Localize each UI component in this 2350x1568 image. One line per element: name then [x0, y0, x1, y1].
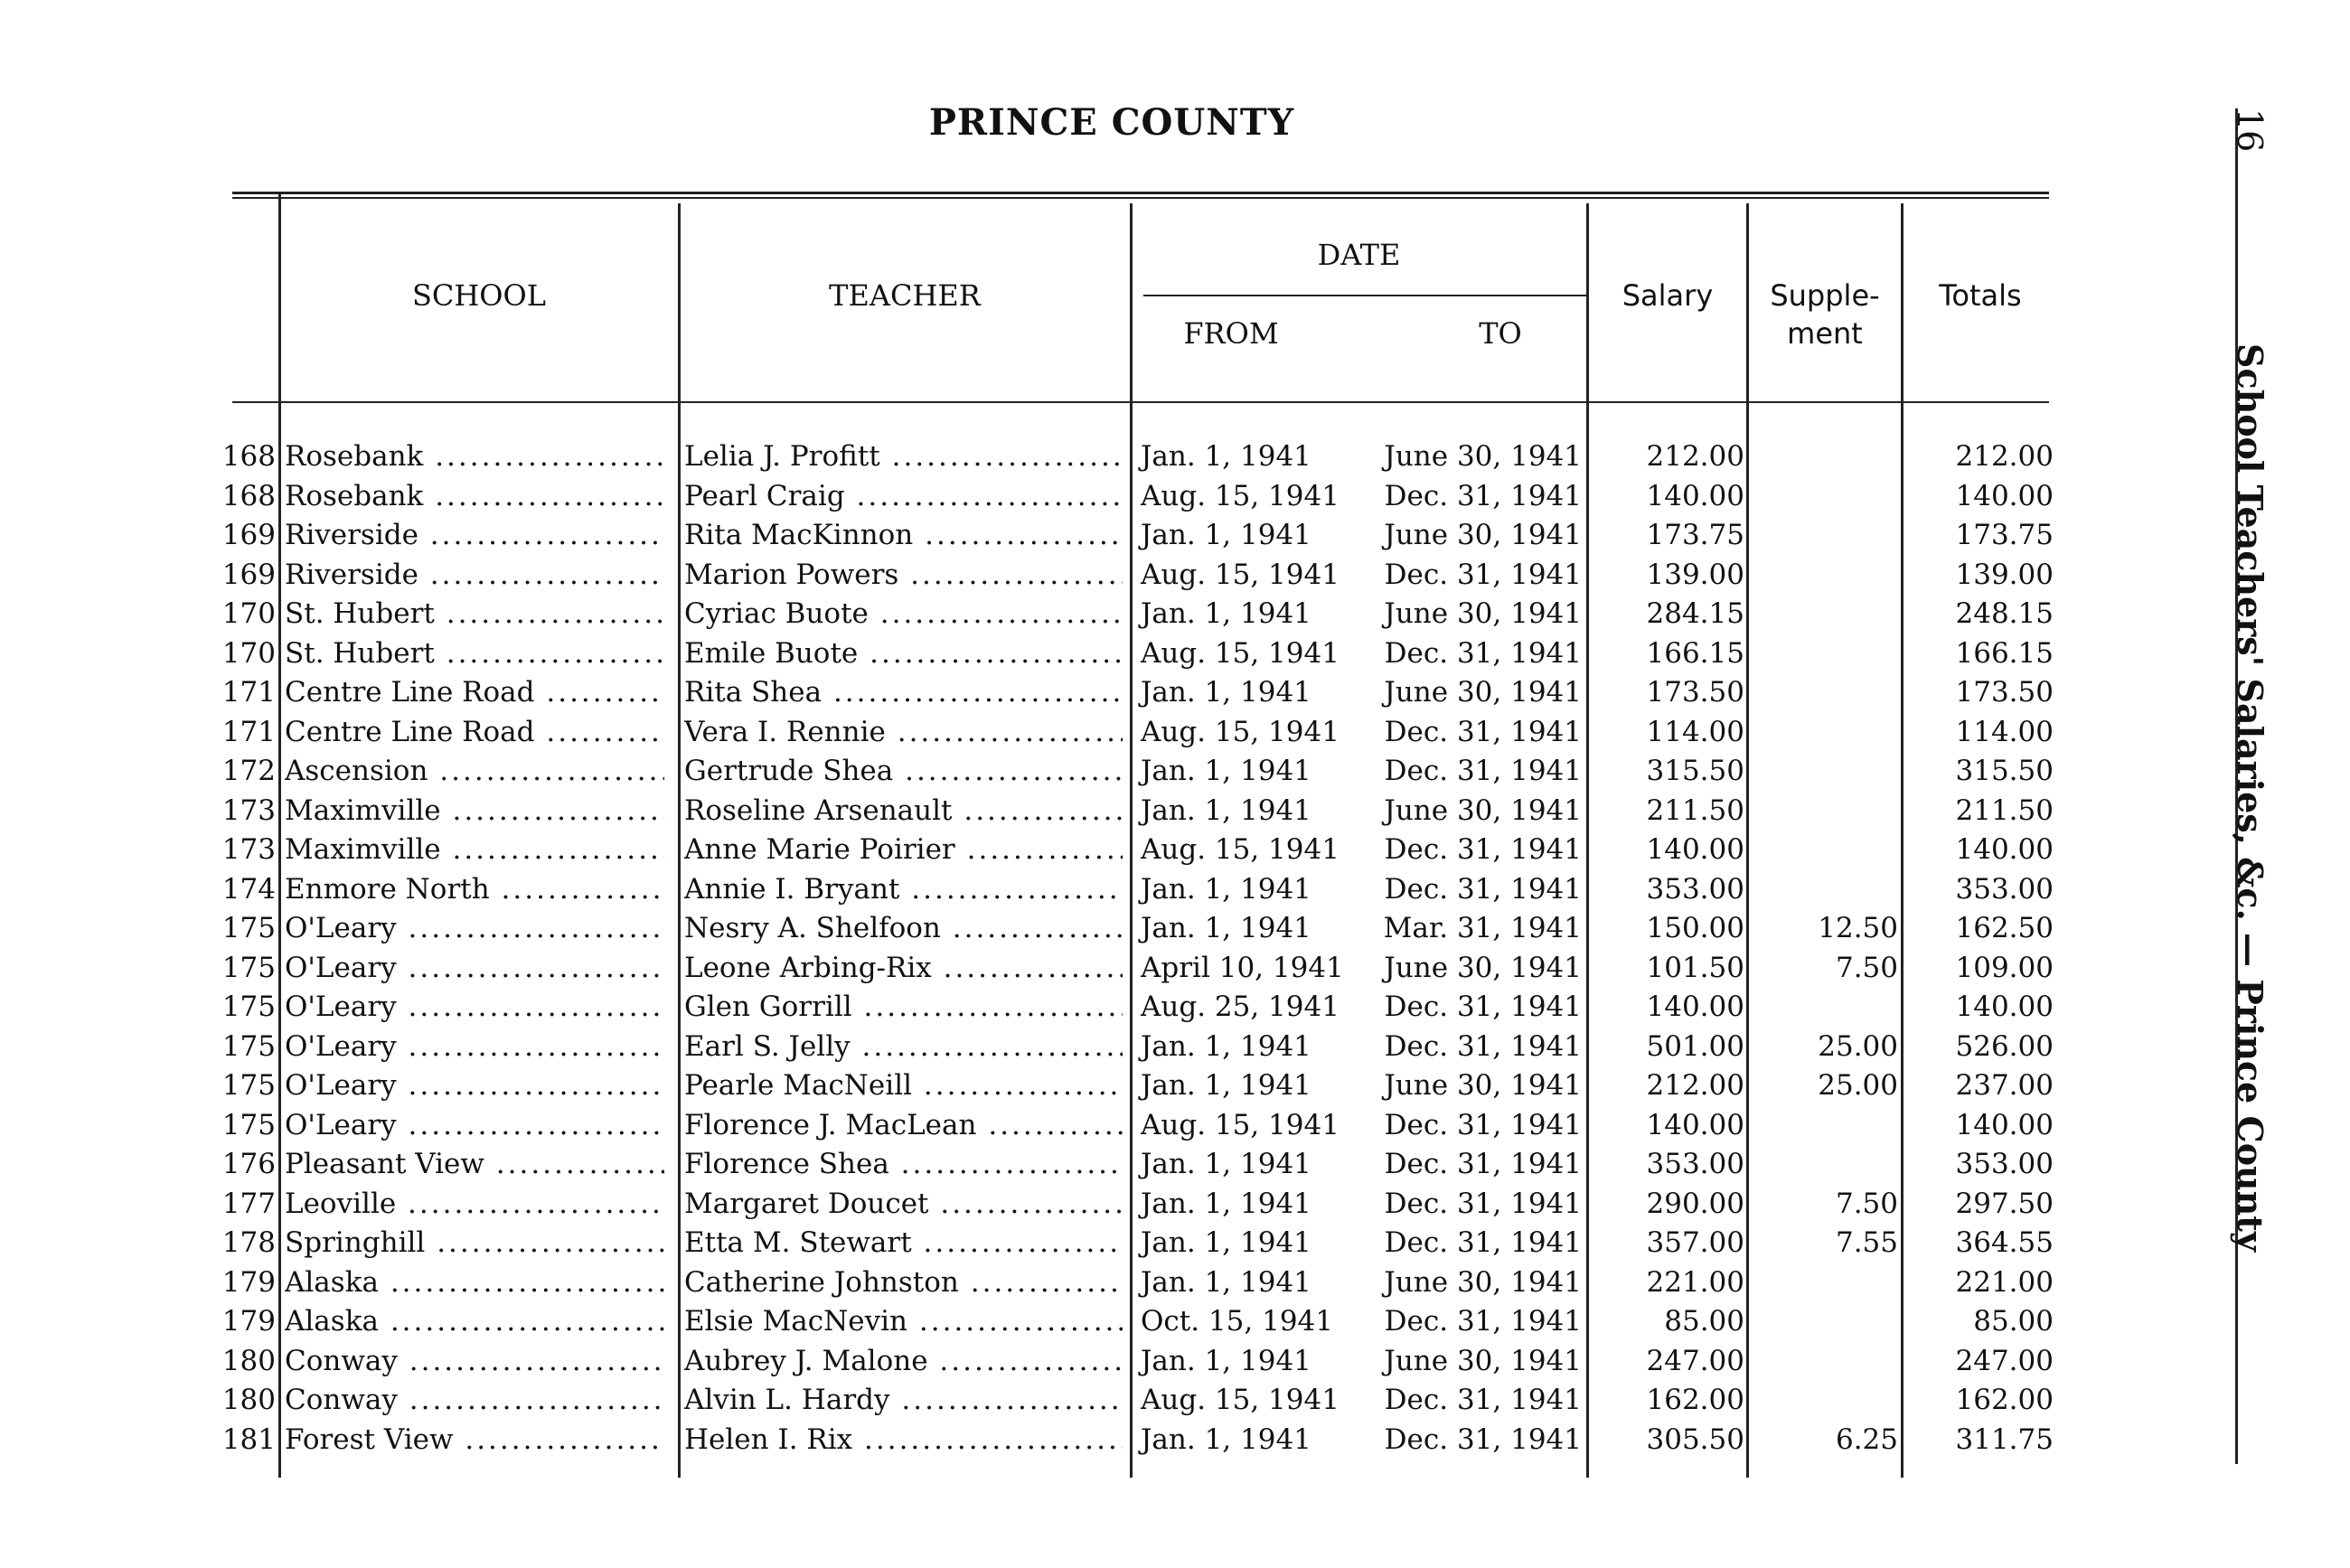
salary-value: 85.00: [1664, 1305, 1744, 1338]
page-number: 16: [2230, 108, 2270, 153]
table-row: [0, 989, 2079, 1028]
header-bottom-rule: [232, 401, 2049, 403]
teacher-name: Earl S. Jelly .....: [684, 1030, 1123, 1063]
school-number: 171: [221, 676, 276, 709]
table-row: [0, 1225, 2079, 1264]
teacher-name: Vera I. Rennie .....: [684, 716, 1123, 748]
total-value: 248.15: [1955, 597, 2054, 630]
teacher-name: Glen Gorrill .....: [684, 991, 1123, 1023]
school-number: 179: [221, 1305, 276, 1338]
salary-value: 101.50: [1646, 951, 1744, 984]
school-number: 175: [221, 1108, 276, 1141]
date-from: Jan. 1, 1941: [1141, 1148, 1311, 1180]
school-name: O'Leary .....: [285, 1109, 664, 1141]
date-to: June 30, 1941: [1384, 676, 1582, 709]
table-row: [0, 1028, 2079, 1068]
date-to: June 30, 1941: [1384, 793, 1582, 827]
total-value: 162.00: [1955, 1384, 2054, 1416]
table-row: [0, 596, 2079, 635]
total-value: 140.00: [1955, 479, 2054, 512]
total-value: 311.75: [1955, 1422, 2054, 1456]
table-top-rule: [232, 192, 2049, 194]
table-row: [0, 438, 2079, 478]
date-to: Dec. 31, 1941: [1384, 715, 1582, 748]
school-name: O'Leary .....: [285, 912, 664, 944]
running-head: [2216, 108, 2270, 1252]
school-name: O'Leary .....: [285, 991, 664, 1023]
school-number: 168: [221, 440, 276, 473]
salary-value: 166.15: [1646, 636, 1744, 670]
date-from: Jan. 1, 1941: [1141, 1422, 1311, 1456]
school-name: Springhill .....: [285, 1226, 664, 1259]
date-from: Aug. 15, 1941: [1141, 636, 1340, 670]
total-value: 526.00: [1955, 1029, 2054, 1063]
supplement-value: 25.00: [1818, 1029, 1898, 1063]
school-number: 177: [221, 1187, 276, 1220]
salary-value: 140.00: [1646, 991, 1744, 1023]
date-from: Jan. 1, 1941: [1141, 912, 1311, 944]
table-row: [0, 1422, 2079, 1461]
date-from: Aug. 15, 1941: [1141, 715, 1340, 748]
table-row: [0, 557, 2079, 596]
header-from: FROM: [1183, 316, 1279, 351]
date-from: Jan. 1, 1941: [1141, 1226, 1311, 1259]
supplement-value: 12.50: [1818, 912, 1898, 944]
teacher-name: Lelia J. Profitt .....: [684, 440, 1123, 473]
school-number: 175: [221, 951, 276, 984]
table-row: [0, 1067, 2079, 1107]
date-from: Jan. 1, 1941: [1141, 1029, 1311, 1063]
date-to: Dec. 31, 1941: [1384, 558, 1582, 591]
teacher-name: Florence J. MacLean .....: [684, 1109, 1123, 1141]
salary-value: 140.00: [1646, 1108, 1744, 1141]
school-name: Riverside .....: [285, 519, 664, 551]
salary-value: 353.00: [1646, 1148, 1744, 1180]
total-value: 247.00: [1955, 1344, 2054, 1377]
salary-value: 353.00: [1646, 872, 1744, 906]
header-teacher: TEACHER: [829, 278, 981, 313]
salary-value: 140.00: [1646, 833, 1744, 866]
table-row: [0, 517, 2079, 557]
school-name: Pleasant View .....: [285, 1148, 664, 1180]
supplement-value: 7.50: [1835, 951, 1898, 984]
date-to: June 30, 1941: [1384, 1069, 1582, 1102]
date-from: Aug. 15, 1941: [1141, 479, 1340, 512]
table-row: [0, 950, 2079, 990]
header-salary: Salary: [1622, 278, 1714, 313]
date-to: Dec. 31, 1941: [1384, 755, 1582, 787]
school-name: Alaska .....: [285, 1305, 664, 1338]
page-title: PRINCE COUNTY: [928, 101, 1295, 144]
teacher-name: Catherine Johnston .....: [684, 1266, 1123, 1299]
date-to: Dec. 31, 1941: [1384, 1305, 1582, 1338]
total-value: 297.50: [1955, 1187, 2054, 1220]
date-from: Aug. 25, 1941: [1141, 991, 1340, 1023]
table-row: [0, 674, 2079, 714]
date-from: Jan. 1, 1941: [1141, 755, 1311, 787]
teacher-name: Annie I. Bryant .....: [684, 873, 1123, 906]
header-school: SCHOOL: [411, 278, 547, 313]
school-name: St. Hubert .....: [285, 637, 664, 670]
school-number: 174: [221, 872, 276, 906]
date-to: Dec. 31, 1941: [1384, 1187, 1582, 1220]
date-to: June 30, 1941: [1384, 951, 1582, 984]
table-row: [0, 753, 2079, 793]
salary-value: 162.00: [1646, 1384, 1744, 1416]
table-row: [0, 478, 2079, 518]
school-number: 171: [221, 715, 276, 748]
date-to: Dec. 31, 1941: [1384, 833, 1582, 866]
total-value: 237.00: [1955, 1069, 2054, 1102]
school-number: 175: [221, 991, 276, 1023]
supplement-value: 25.00: [1818, 1069, 1898, 1102]
total-value: 109.00: [1955, 951, 2054, 984]
teacher-name: Anne Marie Poirier .....: [684, 833, 1123, 866]
table-row: [0, 831, 2079, 871]
table-row: [0, 1146, 2079, 1186]
school-name: Forest View .....: [285, 1423, 664, 1456]
total-value: 162.50: [1955, 912, 2054, 944]
date-from: Jan. 1, 1941: [1141, 1187, 1311, 1220]
date-from: Jan. 1, 1941: [1141, 597, 1311, 630]
header-supplement-1: Supple-: [1770, 278, 1880, 313]
total-value: 212.00: [1955, 440, 2054, 473]
table-row: [0, 1382, 2079, 1422]
school-name: Rosebank .....: [285, 480, 664, 512]
teacher-name: Etta M. Stewart .....: [684, 1226, 1123, 1259]
date-to: Dec. 31, 1941: [1384, 1148, 1582, 1180]
salary-value: 305.50: [1646, 1422, 1744, 1456]
teacher-name: Margaret Doucet .....: [684, 1188, 1123, 1220]
salary-value: 357.00: [1646, 1226, 1744, 1259]
date-to: Dec. 31, 1941: [1384, 1029, 1582, 1063]
school-number: 181: [221, 1422, 276, 1456]
date-from: Jan. 1, 1941: [1141, 1344, 1311, 1377]
school-name: Rosebank .....: [285, 440, 664, 473]
total-value: 211.50: [1955, 793, 2054, 827]
header-to: TO: [1479, 316, 1522, 351]
teacher-name: Pearl Craig .....: [684, 480, 1123, 512]
teacher-name: Nesry A. Shelfoon .....: [684, 912, 1123, 944]
school-number: 176: [221, 1148, 276, 1180]
total-value: 173.75: [1955, 519, 2054, 551]
total-value: 353.00: [1955, 872, 2054, 906]
school-name: Enmore North .....: [285, 873, 664, 906]
salary-value: 315.50: [1646, 755, 1744, 787]
salary-value: 247.00: [1646, 1344, 1744, 1377]
date-to: June 30, 1941: [1384, 597, 1582, 630]
total-value: 140.00: [1955, 833, 2054, 866]
table-top-rule-2: [232, 197, 2049, 199]
salary-value: 290.00: [1646, 1187, 1744, 1220]
date-from: Aug. 15, 1941: [1141, 1384, 1340, 1416]
total-value: 139.00: [1955, 558, 2054, 591]
total-value: 140.00: [1955, 1108, 2054, 1141]
date-to: Dec. 31, 1941: [1384, 1384, 1582, 1416]
table-row: [0, 1186, 2079, 1225]
teacher-name: Pearle MacNeill .....: [684, 1069, 1123, 1102]
school-number: 175: [221, 1029, 276, 1063]
supplement-value: 7.50: [1835, 1187, 1898, 1220]
school-name: O'Leary .....: [285, 1069, 664, 1102]
school-name: Centre Line Road .....: [285, 716, 664, 748]
school-number: 173: [221, 793, 276, 827]
school-name: O'Leary .....: [285, 1030, 664, 1063]
date-sub-rule: [1143, 295, 1586, 296]
school-number: 169: [221, 558, 276, 591]
total-value: 173.50: [1955, 676, 2054, 709]
date-from: Jan. 1, 1941: [1141, 676, 1311, 709]
school-number: 175: [221, 1069, 276, 1102]
teacher-name: Aubrey J. Malone .....: [684, 1345, 1123, 1377]
date-to: Dec. 31, 1941: [1384, 872, 1582, 906]
date-to: Dec. 31, 1941: [1384, 1108, 1582, 1141]
total-value: 221.00: [1955, 1265, 2054, 1299]
teacher-name: Gertrude Shea .....: [684, 755, 1123, 787]
salary-value: 221.00: [1646, 1265, 1744, 1299]
table-row: [0, 714, 2079, 754]
date-from: Aug. 15, 1941: [1141, 833, 1340, 866]
school-number: 172: [221, 755, 276, 787]
school-name: Ascension .....: [285, 755, 664, 787]
school-number: 168: [221, 479, 276, 512]
teacher-name: Roseline Arsenault .....: [684, 794, 1123, 827]
salary-value: 212.00: [1646, 1069, 1744, 1102]
date-to: Mar. 31, 1941: [1383, 912, 1582, 944]
school-name: Centre Line Road .....: [285, 676, 664, 709]
date-to: Dec. 31, 1941: [1384, 1422, 1582, 1456]
table-row: [0, 1107, 2079, 1147]
teacher-name: Alvin L. Hardy .....: [684, 1384, 1123, 1416]
total-value: 364.55: [1955, 1226, 2054, 1259]
school-name: Alaska .....: [285, 1266, 664, 1299]
table-row: [0, 1264, 2079, 1304]
school-name: Riverside .....: [285, 559, 664, 591]
teacher-name: Leone Arbing-Rix .....: [684, 952, 1123, 984]
date-from: Jan. 1, 1941: [1141, 872, 1311, 906]
school-number: 179: [221, 1265, 276, 1299]
school-name: Conway .....: [285, 1345, 664, 1377]
table-row: [0, 871, 2079, 911]
teacher-name: Elsie MacNevin .....: [684, 1305, 1123, 1338]
salary-value: 212.00: [1646, 440, 1744, 473]
date-to: Dec. 31, 1941: [1384, 479, 1582, 512]
date-to: Dec. 31, 1941: [1384, 1226, 1582, 1259]
salary-value: 284.15: [1646, 597, 1744, 630]
school-name: Conway .....: [285, 1384, 664, 1416]
table-row: [0, 910, 2079, 950]
salary-value: 173.75: [1646, 519, 1744, 551]
table-row: [0, 1303, 2079, 1343]
salary-value: 150.00: [1646, 912, 1744, 944]
salary-value: 114.00: [1646, 715, 1744, 748]
teacher-name: Rita MacKinnon .....: [684, 519, 1123, 551]
teacher-name: Florence Shea .....: [684, 1148, 1123, 1180]
school-number: 170: [221, 597, 276, 630]
total-value: 166.15: [1955, 636, 2054, 670]
table-row: [0, 635, 2079, 675]
teacher-name: Cyriac Buote .....: [684, 597, 1123, 630]
date-to: Dec. 31, 1941: [1384, 991, 1582, 1023]
school-number: 180: [221, 1344, 276, 1377]
supplement-value: 7.55: [1835, 1226, 1898, 1259]
school-name: Maximville .....: [285, 833, 664, 866]
total-value: 114.00: [1955, 715, 2054, 748]
school-number: 173: [221, 833, 276, 866]
running-head-text: School Teachers' Salaries, &c. — Prince County: [2230, 343, 2270, 1252]
date-to: June 30, 1941: [1384, 1344, 1582, 1377]
date-to: June 30, 1941: [1384, 1265, 1582, 1299]
date-from: Jan. 1, 1941: [1141, 440, 1311, 473]
school-name: O'Leary .....: [285, 952, 664, 984]
date-to: Dec. 31, 1941: [1384, 636, 1582, 670]
school-number: 180: [221, 1384, 276, 1416]
salary-value: 173.50: [1646, 676, 1744, 709]
header-date: DATE: [1317, 238, 1401, 272]
school-number: 169: [221, 519, 276, 551]
salary-table: [0, 438, 2079, 1460]
salary-value: 139.00: [1646, 558, 1744, 591]
header-totals: Totals: [1939, 278, 2022, 313]
salary-value: 140.00: [1646, 479, 1744, 512]
date-from: Aug. 15, 1941: [1141, 558, 1340, 591]
date-from: Aug. 15, 1941: [1141, 1108, 1340, 1141]
school-name: Leoville .....: [285, 1188, 664, 1220]
school-name: Maximville .....: [285, 794, 664, 827]
total-value: 85.00: [1973, 1305, 2054, 1338]
table-row: [0, 793, 2079, 832]
teacher-name: Helen I. Rix .....: [684, 1423, 1123, 1456]
school-number: 175: [221, 912, 276, 944]
supplement-value: 6.25: [1835, 1422, 1898, 1456]
school-number: 170: [221, 636, 276, 670]
header-supplement-2: ment: [1787, 316, 1863, 351]
date-from: Jan. 1, 1941: [1141, 793, 1311, 827]
date-to: June 30, 1941: [1384, 440, 1582, 473]
date-to: June 30, 1941: [1384, 519, 1582, 551]
teacher-name: Marion Powers .....: [684, 559, 1123, 591]
teacher-name: Emile Buote .....: [684, 637, 1123, 670]
date-from: Jan. 1, 1941: [1141, 519, 1311, 551]
salary-value: 211.50: [1646, 793, 1744, 827]
total-value: 140.00: [1955, 991, 2054, 1023]
table-row: [0, 1343, 2079, 1383]
date-from: Oct. 15, 1941: [1141, 1305, 1333, 1338]
school-number: 178: [221, 1226, 276, 1259]
total-value: 353.00: [1955, 1148, 2054, 1180]
date-from: Jan. 1, 1941: [1141, 1069, 1311, 1102]
teacher-name: Rita Shea .....: [684, 676, 1123, 709]
date-from: Jan. 1, 1941: [1141, 1265, 1311, 1299]
date-from: April 10, 1941: [1141, 951, 1344, 984]
school-name: St. Hubert .....: [285, 597, 664, 630]
salary-value: 501.00: [1646, 1029, 1744, 1063]
total-value: 315.50: [1955, 755, 2054, 787]
